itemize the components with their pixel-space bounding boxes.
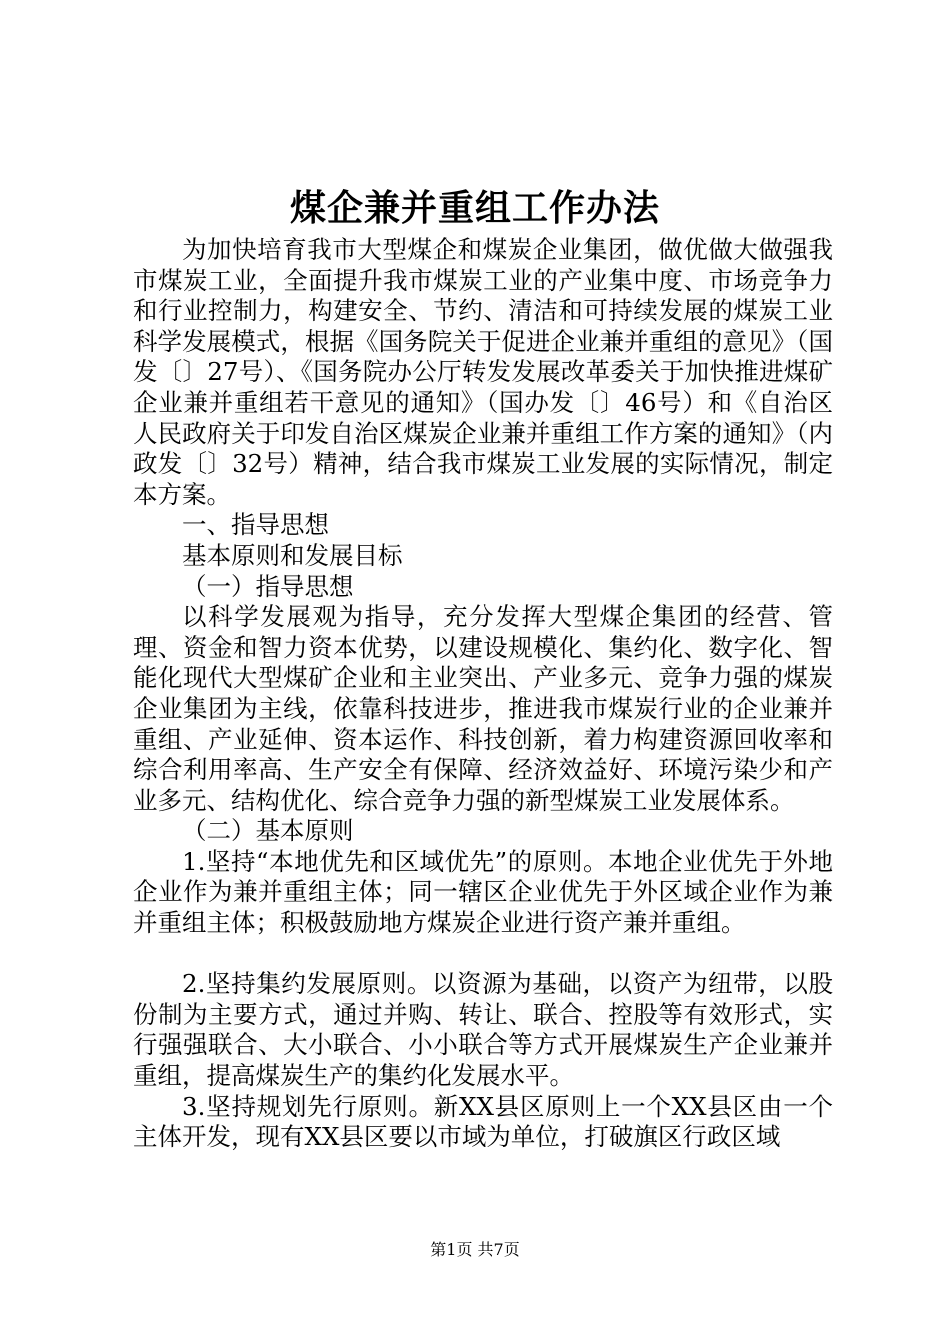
- subsection-heading-basic-principles: （二）基本原则: [182, 816, 354, 846]
- section-subheading-principles-goals: 基本原则和发展目标: [182, 540, 403, 570]
- page-number-footer: 第1页 共7页: [430, 1240, 520, 1259]
- paragraph-principle-2: 2.坚持集约发展原则。以资源为基础，以资产为纽带，以股份制为主要方式，通过并购、转让、联合、控股等有效形式，实行强强联合、大小联合、小小联合等方式开展煤炭生产企业兼并重组，提高煤炭生产的集约化发展水平。: [133, 969, 833, 1091]
- paragraph-principle-1: 1.坚持“本地优先和区域优先”的原则。本地企业优先于外地企业作为兼并重组主体；同一辖区企业优先于外区域企业作为兼并重组主体；积极鼓励地方煤炭企业进行资产兼并重组。: [133, 846, 833, 938]
- document-title: 煤企兼并重组工作办法: [289, 187, 660, 229]
- paragraph-intro: 为加快培育我市大型煤企和煤炭企业集团，做优做大做强我市煤炭工业，全面提升我市煤炭工业的产业集中度、市场竞争力和行业控制力，构建安全、节约、清洁和可持续发展的煤炭工业科学发展模式，根据《国务院关于促进企业兼并重组的意见》（国发〔〕27号）、《国务院办公厅转发发展改革委关于加快推进煤矿企业兼并重组若干意见的通知》（国办发〔〕46号）和《自治区人民政府关于印发自治区煤炭企业兼并重组工作方案的通知》（内政发〔〕32号）精神，结合我市煤炭工业发展的实际情况，制定本方案。: [133, 235, 833, 509]
- section-heading-guiding-ideology: 一、指导思想: [182, 510, 329, 540]
- document-body: [133, 235, 833, 1153]
- subsection-heading-guiding-ideology: （一）指导思想: [182, 571, 354, 601]
- paragraph-principle-3: 3.坚持规划先行原则。新XX县区原则上一个XX县区由一个主体开发，现有XX县区要以市域为单位，打破旗区行政区域: [133, 1091, 833, 1152]
- paragraph-guiding-ideology: 以科学发展观为指导，充分发挥大型煤企集团的经营、管理、资金和智力资本优势，以建设规模化、集约化、数字化、智能化现代大型煤矿企业和主业突出、产业多元、竞争力强的煤炭企业集团为主线，依靠科技进步，推进我市煤炭行业的企业兼并重组、产业延伸、资本运作、科技创新，着力构建资源回收率和综合利用率高、生产安全有保障、经济效益好、环境污染少和产业多元、结构优化、综合竞争力强的新型煤炭工业发展体系。: [133, 602, 833, 815]
